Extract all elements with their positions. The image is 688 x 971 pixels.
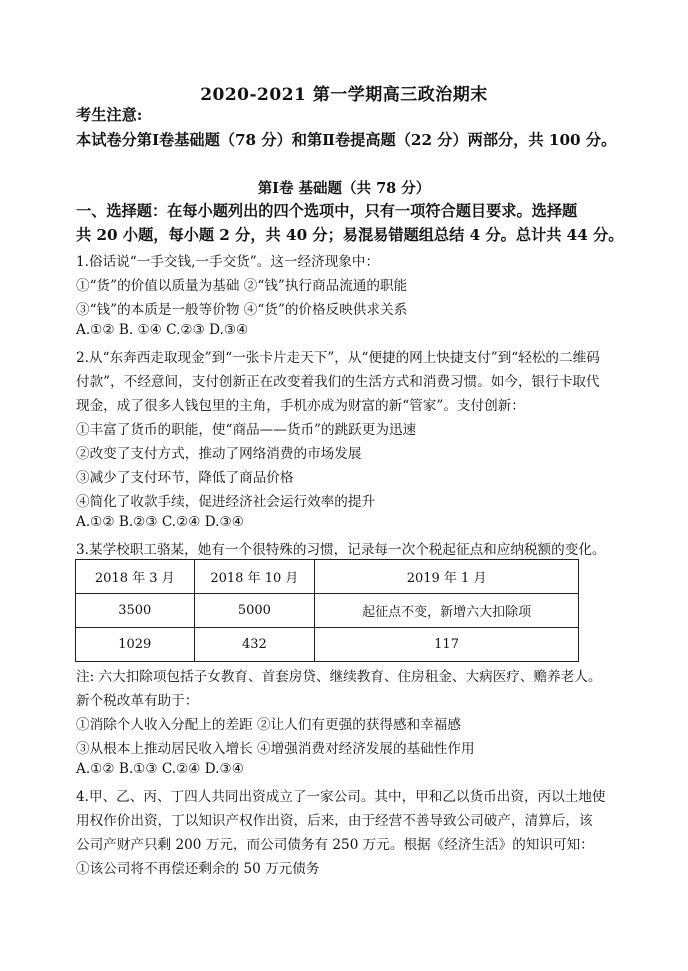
q3-options-line-2: ③从根本上推动居民收入增长 ④增强消费对经济发展的基础性作用 — [76, 741, 475, 757]
q3-note: 注: 六大扣除项包括子女教育、首套房贷、继续教育、住房租金、大病医疗、赡养老人。 — [76, 669, 602, 685]
q2-stem-line-1: 2.从“东奔西走取现金”到“一张卡片走天下”，从“便捷的网上快捷支付”到“轻松的二维码 — [76, 350, 600, 366]
q2-option-1: ①丰富了货币的职能，使“商品——货币”的跳跃更为迅速 — [76, 422, 417, 438]
table-cell: 3500 — [76, 594, 195, 628]
q4-stem-line-2: 用权作价出资，丁以知识产权作出资，后来，由于经营不善导致公司破产，清算后，该 — [76, 813, 593, 829]
table-header-cell: 2018 年 10 月 — [194, 560, 315, 594]
table-cell: 117 — [315, 628, 579, 662]
q3-stem: 3.某学校职工骆某，她有一个很特殊的习惯，记录每一次个税起征点和应纳税额的变化。 — [76, 542, 606, 558]
table-header-cell: 2019 年 1 月 — [315, 560, 579, 594]
q1-choices: A.①② B. ①④ C.②③ D.③④ — [76, 322, 249, 338]
q1-options-line-1: ①“货”的价值以质量为基础 ②“钱”执行商品流通的职能 — [76, 278, 408, 294]
section-instructions-line-2: 共 20 小题，每小题 2 分，共 40 分；易混易错题组总结 4 分。总计共 44 分。 — [76, 226, 624, 244]
table-row — [76, 560, 579, 594]
exam-title: 2020-2021 第一学期高三政治期末 — [200, 85, 488, 105]
notice-heading: 考生注意: — [76, 106, 143, 124]
q1-options-line-2: ③“钱”的本质是一般等价物 ④“货”的价格反映供求关系 — [76, 302, 408, 318]
table-cell: 5000 — [194, 594, 315, 628]
table-cell: 1029 — [76, 628, 195, 662]
q4-stem-line-1: 4.甲、乙、丙、丁四人共同出资成立了一家公司。其中，甲和乙以货币出资，丙以土地使 — [76, 789, 606, 805]
table-row — [76, 628, 579, 662]
table-row — [76, 594, 579, 628]
q4-stem-line-3: 公司产财产只剩 200 万元，而公司债务有 250 万元。根据《经济生活》的知识可知： — [76, 837, 594, 853]
section-instructions-line-1: 一、选择题：在每小题列出的四个选项中，只有一项符合题目要求。选择题 — [76, 202, 578, 220]
q2-option-4: ④简化了收款手续，促进经济社会运行效率的提升 — [76, 494, 376, 510]
q3-question: 新个税改革有助于： — [76, 693, 199, 709]
q3-choices: A.①② B.①③ C.②④ D.③④ — [76, 761, 244, 777]
section-title: 第Ⅰ卷 基础题（共 78 分） — [257, 180, 431, 197]
q2-option-2: ②改变了支付方式，推动了网络消费的市场发展 — [76, 446, 362, 462]
table-cell: 432 — [194, 628, 315, 662]
q2-stem-line-3: 现金，成了很多人钱包里的主角，手机亦成为财富的新“管家”。支付创新： — [76, 398, 525, 414]
table-cell: 起征点不变，新增六大扣除项 — [315, 594, 579, 628]
notice-text: 本试卷分第Ⅰ卷基础题（78 分）和第Ⅱ卷提高题（22 分）两部分，共 100 分。 — [76, 131, 617, 149]
q2-choices: A.①② B.②③ C.②④ D.③④ — [76, 514, 244, 530]
table-header-cell: 2018 年 3 月 — [76, 560, 195, 594]
tax-table — [75, 559, 579, 662]
q4-option-1: ①该公司将不再偿还剩余的 50 万元债务 — [76, 861, 320, 877]
q3-options-line-1: ①消除个人收入分配上的差距 ②让人们有更强的获得感和幸福感 — [76, 717, 461, 733]
q2-option-3: ③减少了支付环节，降低了商品价格 — [76, 470, 294, 486]
q2-stem-line-2: 付款”，不经意间，支付创新正在改变着我们的生活方式和消费习惯。如今，银行卡取代 — [76, 374, 600, 390]
q1-stem: 1.俗话说“一手交钱,一手交货”。这一经济现象中： — [76, 254, 380, 270]
